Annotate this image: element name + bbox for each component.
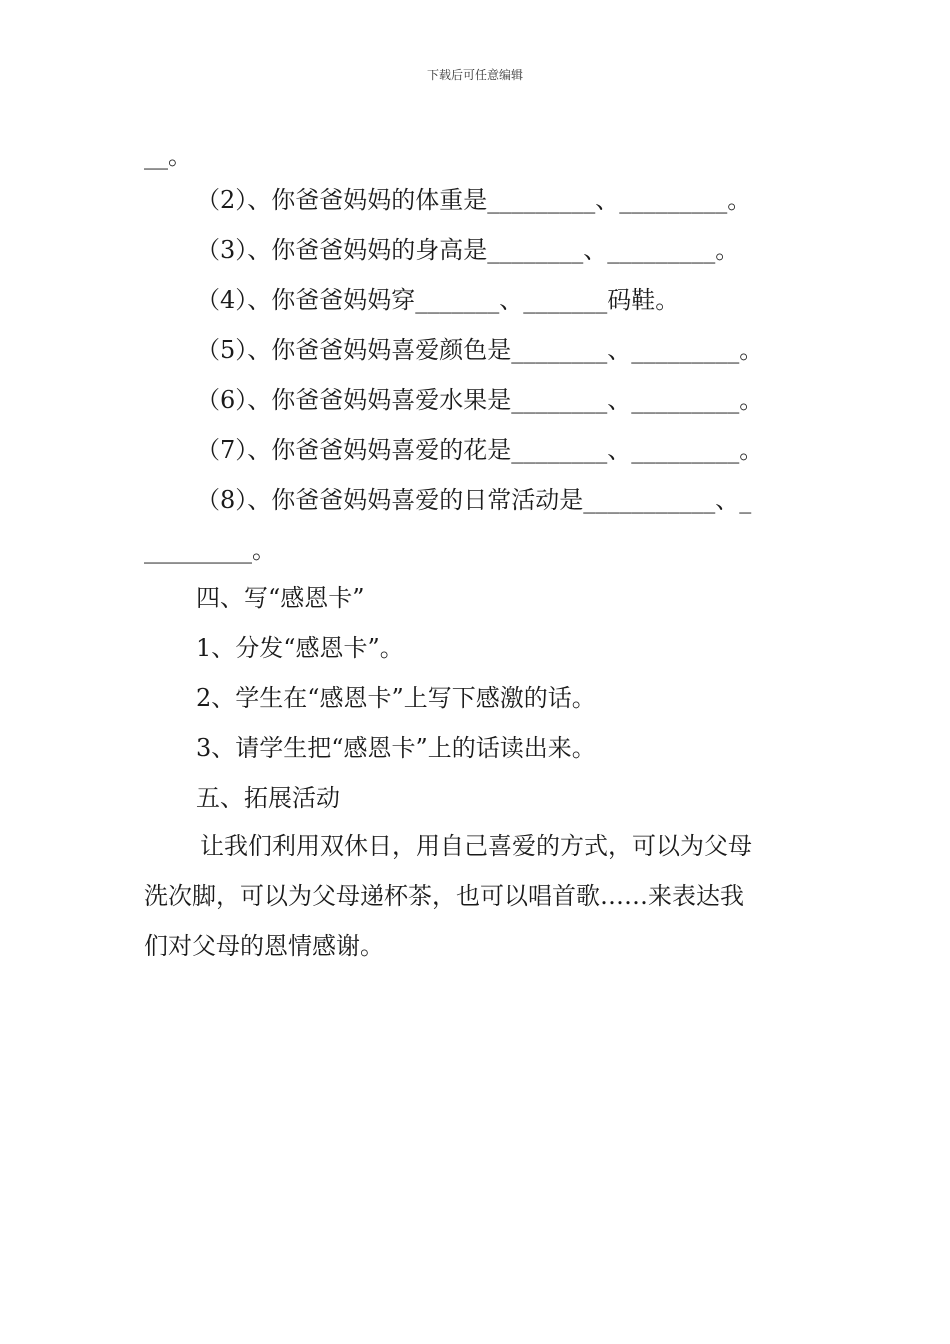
paragraph-line-3: 们对父母的恩情感谢。: [144, 932, 384, 960]
question-7-flower: （7）、你爸爸妈妈喜爱的花是________、_________。: [196, 436, 764, 464]
question-4-shoe-size: （4）、你爸爸妈妈穿_______、_______码鞋。: [196, 286, 680, 314]
section-5-heading: 五、拓展活动: [196, 784, 340, 812]
question-5-color: （5）、你爸爸妈妈喜爱颜色是________、_________。: [196, 336, 764, 364]
paragraph-line-1: 让我们利用双休日，用自己喜爱的方式，可以为父母: [200, 832, 752, 860]
page-header: 下载后可任意编辑: [426, 68, 523, 82]
step-3: 3、请学生把“感恩卡”上的话读出来。: [196, 734, 596, 762]
question-3-height: （3）、你爸爸妈妈的身高是________、_________。: [196, 236, 740, 264]
section-4-heading: 四、写“感恩卡”: [196, 584, 365, 612]
step-2: 2、学生在“感恩卡”上写下感激的话。: [196, 684, 596, 712]
continued-blank-line: __。: [144, 142, 192, 170]
question-8-activity: （8）、你爸爸妈妈喜爱的日常活动是___________、_: [196, 486, 752, 514]
question-8-continuation: _________。: [144, 536, 276, 564]
question-2-weight: （2）、你爸爸妈妈的体重是_________、_________。: [196, 186, 752, 214]
question-6-fruit: （6）、你爸爸妈妈喜爱水果是________、_________。: [196, 386, 764, 414]
paragraph-line-2: 洗次脚，可以为父母递杯茶，也可以唱首歌……来表达我: [144, 882, 744, 910]
step-1: 1、分发“感恩卡”。: [196, 634, 404, 662]
